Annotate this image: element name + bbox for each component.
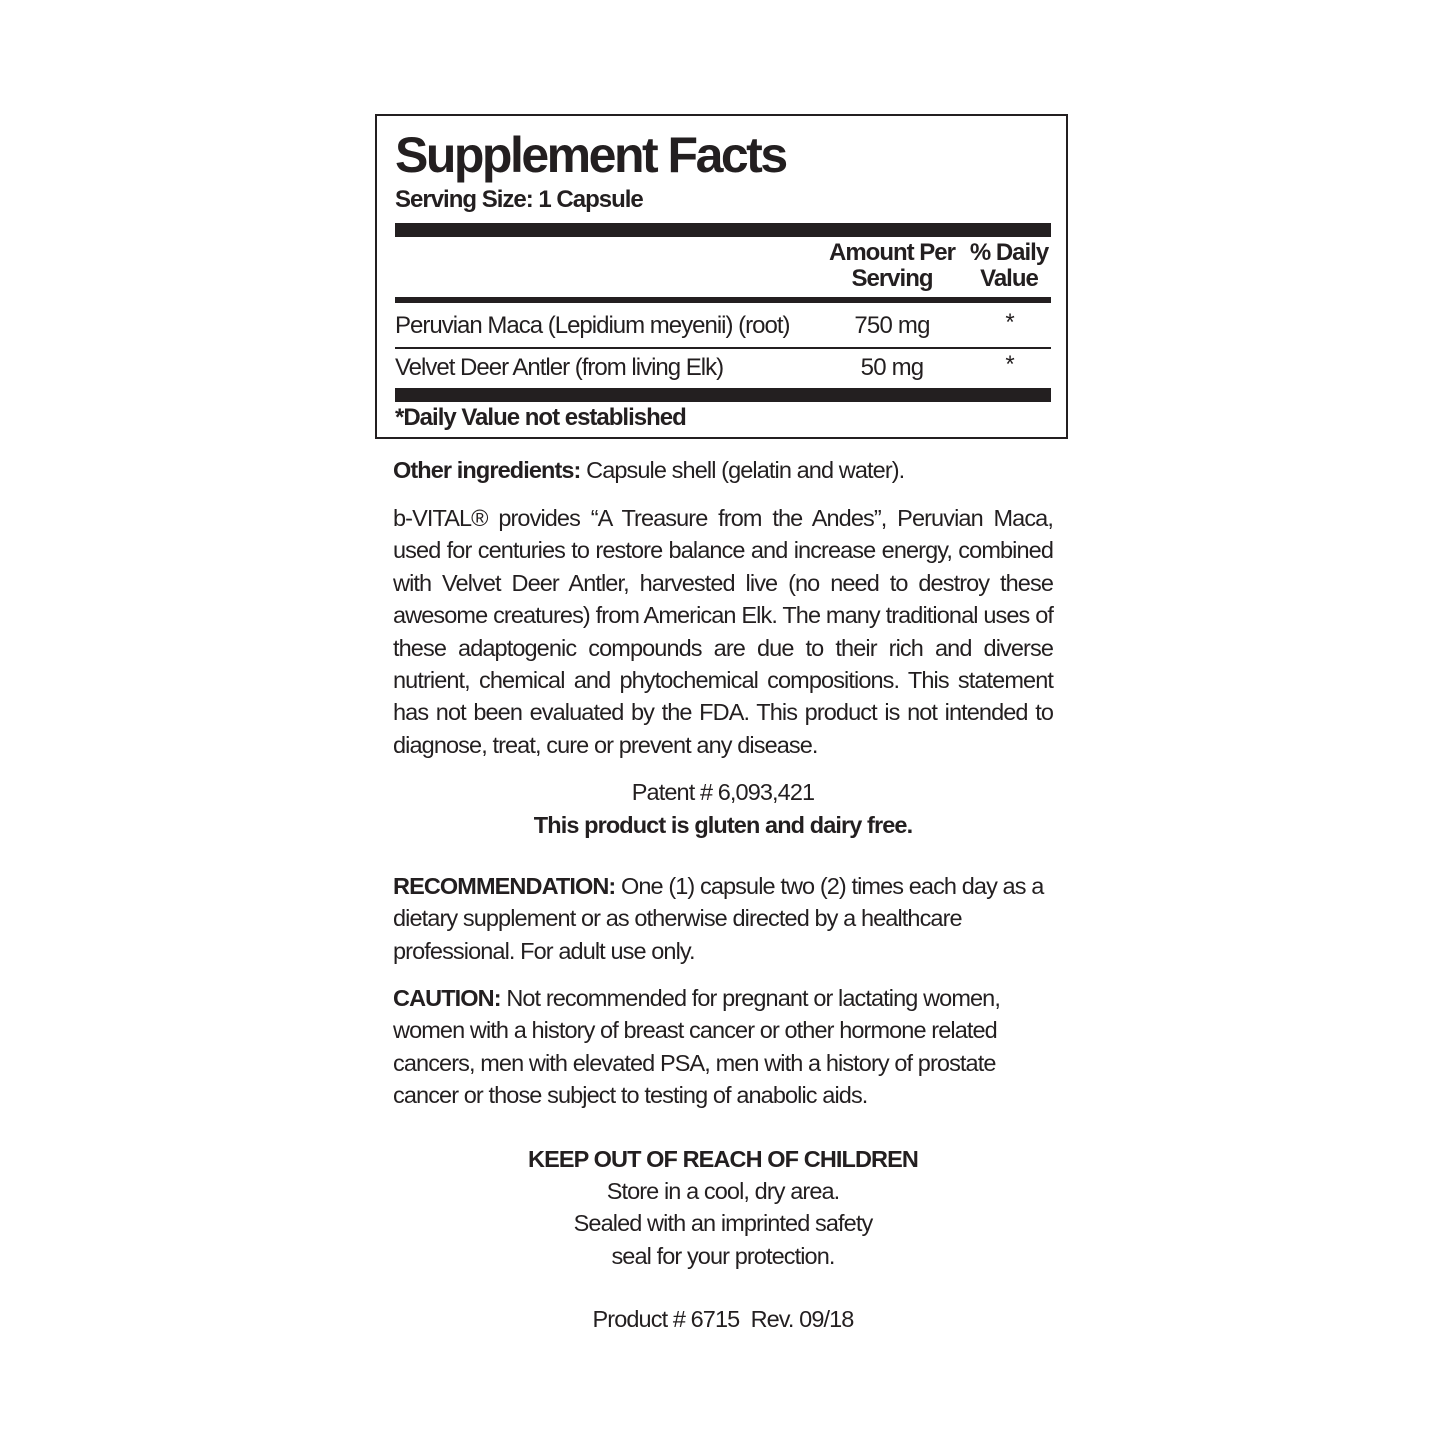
caution-label: CAUTION:	[393, 985, 501, 1011]
divider-thick-top	[395, 223, 1051, 237]
divider-row	[395, 347, 1051, 349]
ingredient-amount: 50 mg	[860, 354, 924, 381]
keep-out-of-reach: KEEP OUT OF REACH OF CHILDREN	[528, 1146, 918, 1172]
storage-line-3: seal for your protection.	[611, 1243, 835, 1269]
caution	[393, 982, 1053, 1112]
dv-header-line1: % Daily	[969, 239, 1049, 266]
caution-text: Not recommended for pregnant or lactating women, women with a history of breast cancer or other hormone related cancers, men with elevated PSA, men with a history of prostate cancer or those subject to testing of anabolic aids.	[393, 985, 1000, 1109]
facts-title: Supplement Facts	[395, 127, 786, 183]
gluten-dairy-free: This product is gluten and dairy free.	[533, 812, 913, 838]
daily-value-header	[969, 240, 1049, 292]
amount-header-line1: Amount Per	[828, 239, 955, 266]
amount-header-line2: Serving	[851, 265, 933, 292]
recommendation	[393, 870, 1053, 967]
divider-header	[395, 297, 1051, 303]
ingredient-name: Peruvian Maca (Lepidium meyenii) (root)	[395, 312, 790, 339]
recommendation-label: RECOMMENDATION:	[393, 873, 616, 899]
ingredient-amount: 750 mg	[854, 312, 930, 339]
amount-per-serving-header	[817, 240, 967, 292]
ingredient-dv: *	[1005, 309, 1015, 336]
other-ingredients	[393, 454, 1053, 486]
patent-number: Patent # 6,093,421	[631, 779, 815, 805]
divider-thick-bottom	[395, 388, 1051, 402]
ingredient-dv: *	[1005, 351, 1015, 378]
recommendation-text: One (1) capsule two (2) times each day as a dietary supplement or as otherwise directed by a healthcare professional. For adult use only.	[393, 873, 1044, 964]
serving-size: Serving Size: 1 Capsule	[395, 186, 643, 213]
daily-value-footnote: *Daily Value not established	[395, 404, 686, 431]
ingredient-name: Velvet Deer Antler (from living Elk)	[395, 354, 724, 381]
dv-header-line2: Value	[980, 265, 1038, 292]
product-number: Product # 6715 Rev. 09/18	[592, 1306, 854, 1332]
other-ingredients-label: Other ingredients:	[393, 457, 581, 483]
other-ingredients-text: Capsule shell (gelatin and water).	[580, 457, 905, 483]
product-description: b-VITAL® provides “A Treasure from the Andes”, Peruvian Maca, used for centuries to restore balance and increase energy, combined with Velvet Deer Antler, harvested live (no need to destroy these awesome creatures) from American Elk. The many traditional uses of these adaptogenic compounds are due to their rich and diverse nutrient, chemical and phytochemical compositions. This statement has not been evaluated by the FDA. This product is not intended to diagnose, treat, cure or prevent any disease.	[393, 505, 1053, 758]
storage-line-1: Store in a cool, dry area.	[606, 1178, 840, 1204]
supplement-facts-panel	[375, 114, 1068, 439]
storage-line-2: Sealed with an imprinted safety	[573, 1210, 873, 1236]
